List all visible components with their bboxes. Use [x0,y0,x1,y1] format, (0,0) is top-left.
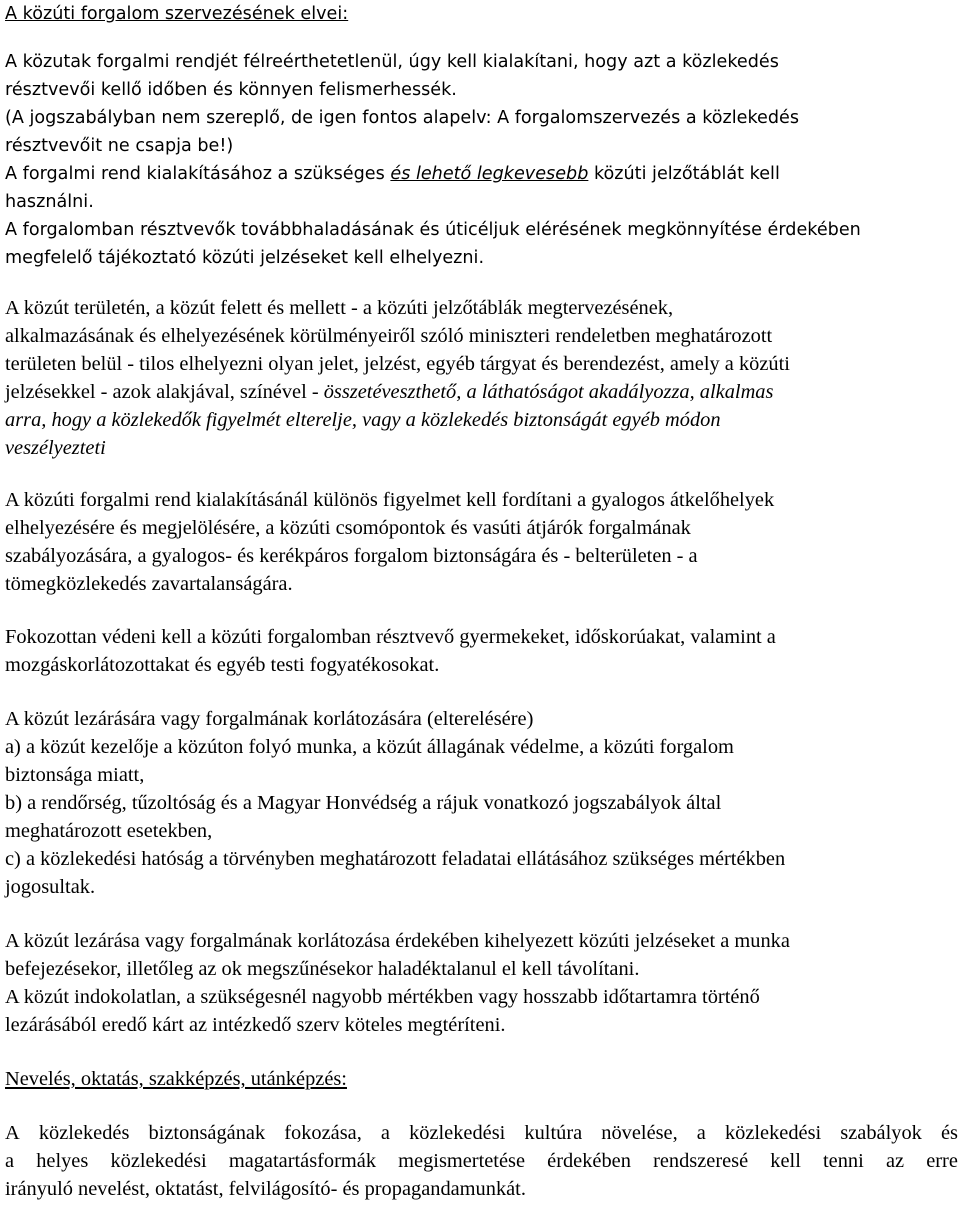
text-line: tömegközlekedés zavartalanságára. [5,573,293,595]
text-line: lezárásából eredő kárt az intézkedő szerv köteles megtéríteni. [5,1014,506,1036]
text-line: A forgalomban résztvevők továbbhaladásának és úticéljuk elérésének megkönnyítése érdekében [5,220,861,240]
emphasized-text-line: veszélyezteti [5,437,106,459]
text-line: elhelyezésére és megjelölésére, a közúti csomópontok és vasúti átjárók forgalmának [5,517,691,539]
justified-text-line [5,1119,958,1147]
justified-text-line [5,1147,958,1175]
text-run: jelzésekkel - azok alakjával, színével - [5,381,324,403]
paragraph-pedestrian-safety [5,486,958,598]
section-heading-traffic-principles [5,0,958,28]
word: tenni [823,1150,864,1172]
text-line: b) a rendőrség, tűzoltóság és a Magyar Honvédség a rájuk vonatkozó jogszabályok által [5,792,722,814]
text-line: biztonsága miatt, [5,764,145,786]
text-line: használni. [5,192,94,212]
text-line: résztvevőit ne csapja be!) [5,136,234,156]
text-line: A közúti forgalmi rend kialakításánál különös figyelmet kell fordítani a gyalogos átkelőhelyek [5,489,775,511]
text-line: jogosultak. [5,876,96,898]
word: magatartásformák [228,1150,377,1172]
text-line [5,160,958,188]
text-line: (A jogszabályban nem szereplő, de igen fontos alapelv: A forgalomszervezés a közlekedés [5,108,800,128]
word: az [885,1150,905,1172]
emphasized-text: összetéveszthető, a láthatóságot akadályozza, alkalmas [323,381,774,403]
text-line: A közút területén, a közút felett és mellett - a közúti jelzőtáblák megtervezésének, [5,297,674,319]
text-line: A közút lezárására vagy forgalmának korlátozására (elterelésére) [5,708,534,730]
paragraph-block-principles [5,48,958,272]
paragraph-vulnerable-users [5,623,958,679]
text-line: mozgáskorlátozottakat és egyéb testi fogyatékosokat. [5,654,440,676]
text-line: területen belül - tilos elhelyezni olyan jelet, jelzést, egyéb tárgyat és berendezést, amely a közúti [5,353,790,375]
word: növelése, [601,1122,678,1144]
section-heading-text: A közúti forgalom szervezésének elvei: [5,4,349,24]
word: közlekedés [38,1122,130,1144]
text-line: A közút indokolatlan, a szükségesnél nagyobb mértékben vagy hosszabb időtartamra történő [5,986,760,1008]
text-line: a) a közút kezelője a közúton folyó munka, a közút állagának védelme, a közúti forgalom [5,736,734,758]
word: erre [926,1150,958,1172]
word: a [696,1122,706,1144]
word: A [5,1122,20,1144]
text-line: meghatározott esetekben, [5,820,213,842]
word: kultúra [524,1122,583,1144]
text-line: c) a közlekedési hatóság a törvényben meghatározott feladatai ellátásához szükséges mértékben [5,848,786,870]
text-line: alkalmazásának és elhelyezésének körülményeiről szóló miniszteri rendeletben meghatározott [5,325,773,347]
word: és [940,1122,958,1144]
document-page [5,0,958,1203]
text-line: Fokozottan védeni kell a közúti forgalomban résztvevő gyermekeket, időskorúakat, valamint a [5,626,776,648]
emphasized-text: és lehető legkevesebb [390,164,589,184]
text-line: A közút lezárása vagy forgalmának korlátozása érdekében kihelyezett közúti jelzéseket a munka [5,930,790,952]
word: szabályok [840,1122,922,1144]
text-line [5,378,958,406]
emphasized-text-line: arra, hogy a közlekedők figyelmét elterelje, vagy a közlekedés biztonságát egyéb módon [5,409,721,431]
text-line: résztvevői kellő időben és könnyen felismerhessék. [5,80,457,100]
word: fokozása, [284,1122,362,1144]
text-line: szabályozására, a gyalogos- és kerékpáros forgalom biztonságára és - belterületen - a [5,545,698,567]
word: közlekedési [724,1122,822,1144]
word: közlekedési [110,1150,207,1172]
paragraph-sign-removal [5,927,958,1039]
word: helyes [36,1150,89,1172]
word: rendszeresé [653,1150,749,1172]
text-run: A forgalmi rend kialakításához a szükséges [5,164,391,184]
word: megismertetése [398,1150,525,1172]
text-run: közúti jelzőtáblát kell [588,164,780,184]
word: kell [770,1150,801,1172]
word: a [380,1122,390,1144]
word: biztonságának [148,1122,266,1144]
word: a [5,1150,15,1172]
word: közlekedési [409,1122,506,1144]
paragraph-road-closure [5,705,958,901]
text-line: megfelelő tájékoztató közúti jelzéseket kell elhelyezni. [5,248,485,268]
text-line: irányuló nevelést, oktatást, felvilágosító- és propagandamunkát. [5,1178,526,1200]
paragraph-interference-ban [5,294,958,462]
section-heading-text: Nevelés, oktatás, szakképzés, utánképzés: [5,1068,347,1090]
text-line: befejezésekor, illetőleg az ok megszűnésekor haladéktalanul el kell távolítani. [5,958,640,980]
text-line: A közutak forgalmi rendjét félreérthetetlenül, úgy kell kialakítani, hogy azt a közlekedés [5,52,779,72]
word: érdekében [547,1150,631,1172]
paragraph-education [5,1119,958,1203]
section-heading-education [5,1065,958,1093]
